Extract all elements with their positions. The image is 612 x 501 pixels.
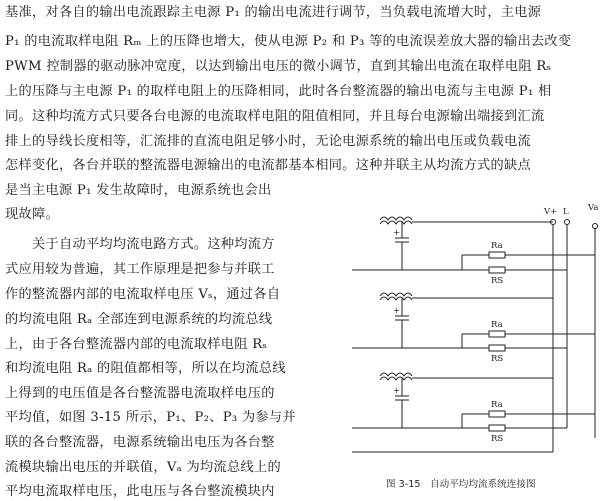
inductor [380, 217, 412, 220]
text-line: 和均流电阻 Rₐ 的阻值都相等，所以在均流总线 [5, 361, 286, 376]
label-rs: RS [491, 434, 504, 444]
label-va: Va [588, 203, 599, 213]
terminal-l [565, 220, 570, 225]
rectifier-unit-2 [352, 293, 595, 351]
text-line: 现故障。 [5, 207, 59, 222]
svg-text:+: + [393, 386, 401, 396]
inductor [380, 293, 412, 296]
text-line: 上得到的电压值是各台整流器电流取样电压的 [5, 386, 275, 401]
terminal-va [593, 224, 598, 229]
rectifier-unit-1 [352, 217, 595, 273]
text-line: 上的压降与主电源 P₁ 的取样电阻上的压降相同，此时各台整流器的输出电流与主电源 P₁ 相 [5, 84, 552, 99]
text-line: P₁ 的电流取样电阻 Rₘ 上的压降也增大，使从电源 P₂ 和 P₃ 等的电流误差放大器的输出去改变 [5, 34, 572, 49]
label-ra: Ra [491, 400, 503, 410]
figure-caption: 图 3-15 自动平均均流系统连接图 [386, 479, 536, 490]
text-line: 基准，对各自的输出电流跟踪主电源 P₁ 的输出电流进行调节，当负载电流增大时，主电源 [5, 5, 542, 20]
text-line: 平均值，如图 3-15 所示，P₁、P₂、P₃ 为参与并 [5, 410, 296, 425]
label-rs: RS [491, 354, 504, 364]
svg-text:+: + [393, 306, 401, 316]
resistor-ra [489, 331, 505, 337]
rectifier-unit-3 [352, 373, 595, 452]
text-line: 怎样变化，各台并联的整流器电源输出的电流都基本相同。这种并联主从均流方式的缺点 [5, 158, 532, 173]
resistor-rs [489, 345, 505, 351]
resistor-rs [489, 425, 505, 431]
inductor [380, 373, 412, 376]
svg-text:+: + [393, 228, 401, 238]
text-line: 是当主电源 P₁ 发生故障时，电源系统也会出 [5, 183, 272, 198]
text-line: PWM 控制器的驱动脉冲宽度，以达到输出电压的微小调节，直到其输出电流在取样电阻 Rₛ [5, 59, 552, 74]
text-line: 联的各台整流器，电源系统输出电压为各台整 [5, 435, 275, 450]
circuit-diagram [352, 200, 612, 500]
label-l: L [563, 207, 569, 217]
label-vplus: V+ [544, 207, 558, 217]
text-line: 的均流电阻 Rₐ 全部连到电源系统的均流总线 [5, 312, 273, 327]
text-line: 式应用较为普遍，其工作原理是把参与并联工 [5, 262, 275, 277]
text-line: 上，由于各台整流器内部的电流取样电阻 Rₛ [5, 337, 268, 352]
resistor-ra [489, 252, 505, 258]
text-line-last: 平均电流取样电压，此电压与各台整流模块内 [5, 484, 275, 499]
label-ra: Ra [491, 241, 503, 251]
resistor-ra [489, 411, 505, 417]
circuit-figure [352, 200, 612, 500]
label-ra: Ra [491, 320, 503, 330]
text-line: 流模块输出电压的并联值，Vₐ 为均流总线上的 [5, 460, 281, 475]
text-line: 排上的导线长度相等，汇流排的直流电阻足够小时，无论电源系统的输出电压或负载电流 [5, 134, 532, 149]
text-line: 同。这种均流方式只要各台电源的电流取样电阻的阻值相同，并且每台电源输出端接到汇流 [5, 109, 545, 124]
label-rs: RS [491, 276, 504, 286]
text-line: 关于自动平均均流电路方式。这种均流方 [32, 237, 275, 252]
resistor-rs [489, 267, 505, 273]
text-line: 作的整流器内部的电流取样电压 Vₛ，通过各自 [5, 287, 281, 302]
